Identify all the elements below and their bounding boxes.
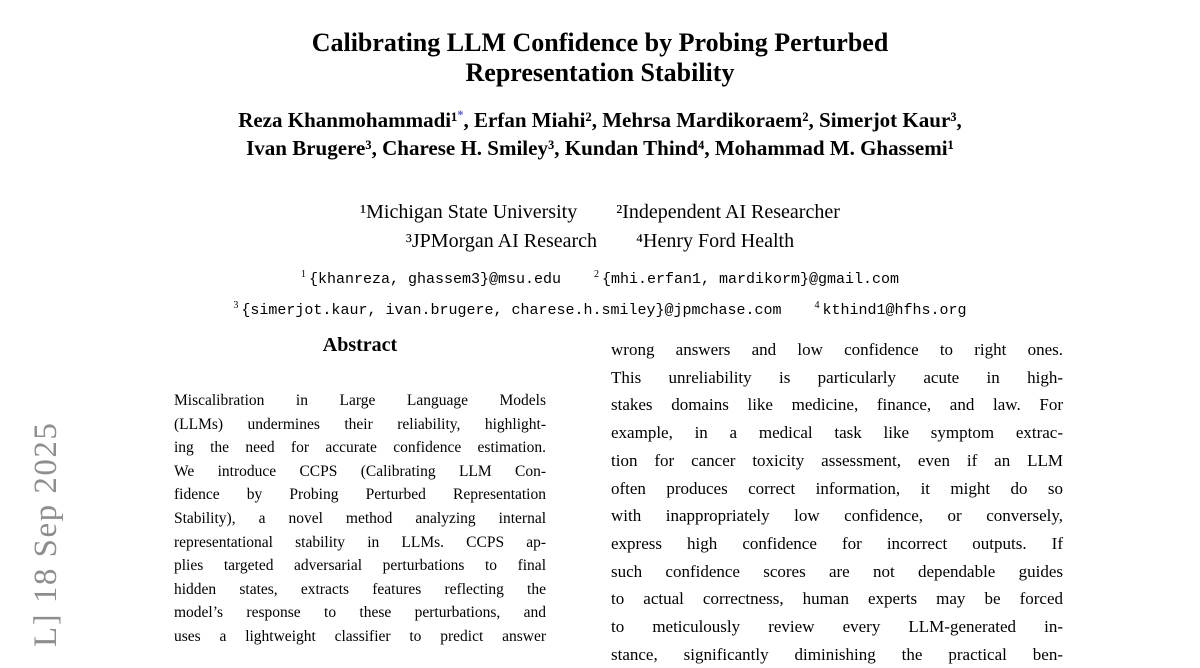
- email-hfhs-text: kthind1@hfhs.org: [822, 302, 967, 319]
- email-gmail: [594, 271, 899, 288]
- affiliations-line-1: [0, 198, 1200, 227]
- introduction-line: wrong answers and low confidence to right ones.: [611, 340, 1063, 359]
- affiliation-jpmorgan: ³JPMorgan AI Research: [405, 230, 598, 252]
- author-names-1a: Reza Khanmohammadi¹: [238, 108, 458, 132]
- email-jpmchase: [233, 302, 781, 319]
- abstract-line: uses a lightweight classifier to predict answer: [174, 627, 546, 645]
- introduction-line: tion for cancer toxicity assessment, even if an LLM: [611, 450, 1063, 470]
- abstract-line: hidden states, extracts features reflecting the: [174, 580, 546, 598]
- footnote-asterisk: *: [457, 108, 464, 122]
- email-sup-2: 2: [594, 269, 599, 280]
- introduction-line-partial: stance, significantly diminishing the practical ben-: [611, 644, 1063, 664]
- email-msu-text: {khanreza, ghassem3}@msu.edu: [308, 271, 561, 288]
- email-sup-3: 3: [233, 300, 239, 311]
- authors: [0, 101, 1200, 162]
- abstract-heading: Abstract: [322, 334, 398, 356]
- abstract-line: Stability), a novel method analyzing internal: [174, 509, 546, 527]
- abstract-line: fidence by Probing Perturbed Representation: [174, 486, 546, 504]
- left-column: [140, 334, 580, 649]
- right-column: [611, 336, 1063, 668]
- email-hfhs: [815, 302, 967, 319]
- paper-title: [0, 0, 1200, 88]
- abstract-line: (LLMs) undermines their reliability, highlight-: [174, 415, 546, 433]
- affiliation-henry-ford: ⁴Henry Ford Health: [636, 230, 795, 252]
- title-line-1: Calibrating LLM Confidence by Probing Perturbed: [311, 28, 889, 57]
- email-gmail-text: {mhi.erfan1, mardikorm}@gmail.com: [602, 271, 900, 288]
- abstract-line: model’s response to these perturbations, and: [174, 604, 546, 622]
- author-names-1b: , Erfan Miahi², Mehrsa Mardikoraem², Simerjot Kaur³,: [463, 108, 962, 132]
- email-msu: [301, 271, 561, 288]
- abstract-text: [174, 389, 546, 649]
- abstract-line: We introduce CCPS (Calibrating LLM Con-: [174, 462, 546, 480]
- affiliation-msu: ¹Michigan State University: [360, 201, 578, 223]
- email-sup-4: 4: [814, 300, 820, 311]
- affiliations-line-2: [0, 227, 1200, 256]
- introduction-line: express high confidence for incorrect outputs. If: [611, 533, 1063, 553]
- introduction-line: often produces correct information, it might do so: [611, 478, 1063, 498]
- title-line-2: Representation Stability: [465, 58, 735, 87]
- introduction-line: with inappropriately low confidence, or conversely,: [611, 506, 1063, 526]
- emails: [0, 262, 1200, 324]
- abstract-line: Miscalibration in Large Language Models: [174, 392, 546, 409]
- email-sup-1: 1: [300, 269, 306, 280]
- introduction-line: example, in a medical task like symptom extrac-: [611, 423, 1063, 443]
- authors-line-1: [0, 101, 1200, 134]
- affiliation-independent: ²Independent AI Researcher: [616, 201, 840, 223]
- affiliations: [0, 198, 1200, 256]
- paper-header: [0, 0, 1200, 324]
- emails-line-2: [0, 293, 1200, 324]
- abstract-line: representational stability in LLMs. CCPS ap-: [174, 533, 546, 551]
- arxiv-watermark: L] 18 Sep 2025: [28, 421, 64, 647]
- introduction-line: stakes domains like medicine, finance, and law. For: [611, 395, 1063, 415]
- authors-line-2: Ivan Brugere³, Charese H. Smiley³, Kundan Thind⁴, Mohammad M. Ghassemi¹: [246, 136, 954, 160]
- abstract-line: plies targeted adversarial perturbations to final: [174, 557, 546, 575]
- introduction-line: This unreliability is particularly acute in high-: [611, 367, 1063, 387]
- introduction-line: to actual correctness, human experts may be forced: [611, 589, 1063, 609]
- introduction-line: such confidence scores are not dependable guides: [611, 561, 1063, 581]
- introduction-line: to meticulously review every LLM-generated in-: [611, 617, 1063, 637]
- emails-line-1: [0, 262, 1200, 293]
- abstract-line: ing the need for accurate confidence estimation.: [174, 439, 546, 457]
- email-jpmchase-text: {simerjot.kaur, ivan.brugere, charese.h.smiley}@jpmchase.com: [241, 302, 782, 319]
